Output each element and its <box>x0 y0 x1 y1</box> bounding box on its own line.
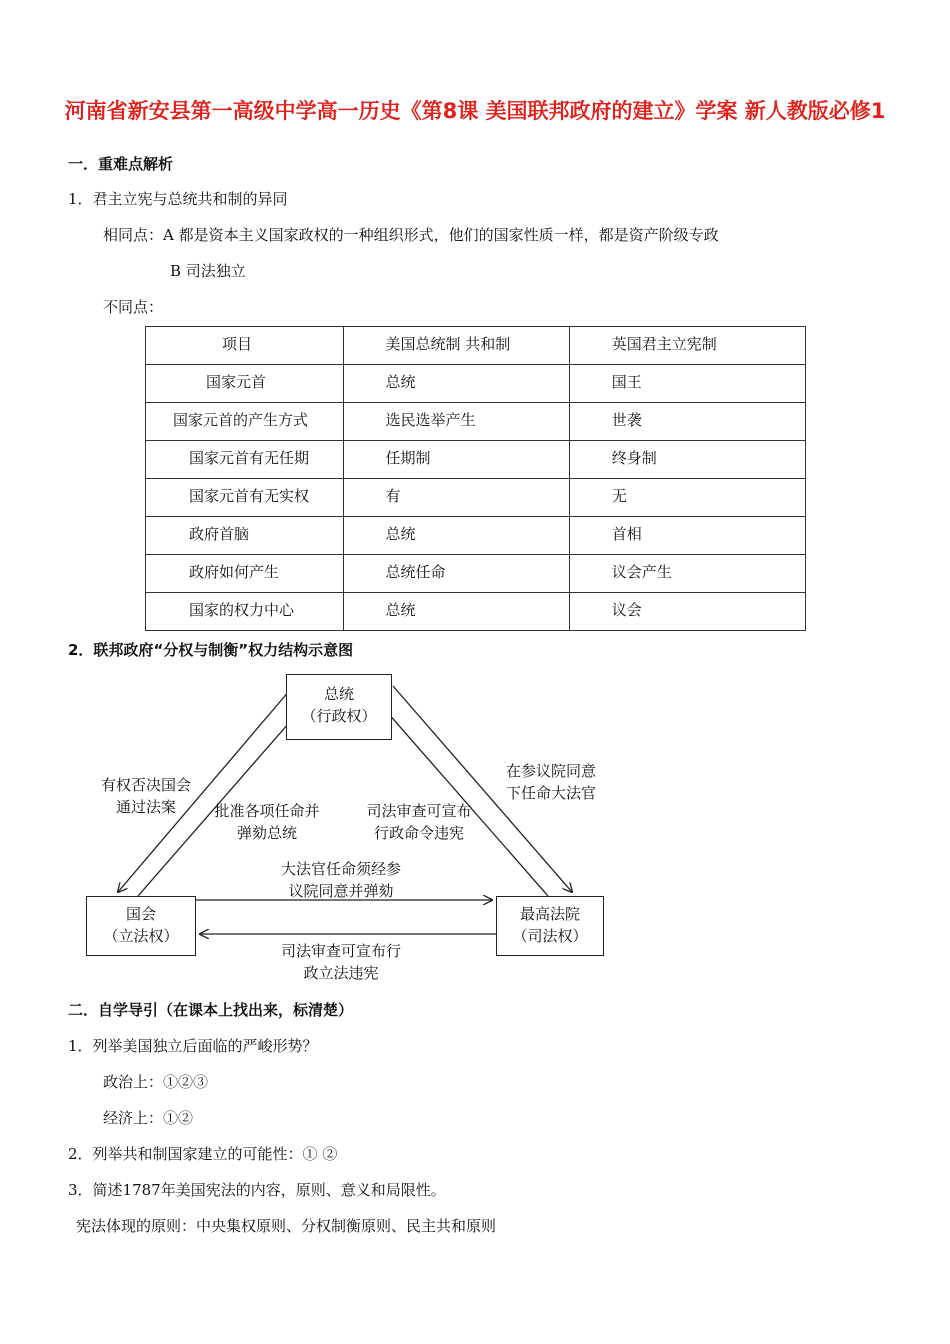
label-justice: 大法官任命须经参 议院同意并弹劾 <box>280 860 401 900</box>
label-review-leg: 司法审查可宣布行 政立法违宪 <box>280 942 401 982</box>
table-row <box>146 593 806 631</box>
table-cell: 无 <box>611 487 627 505</box>
president-box <box>286 674 392 740</box>
table-row <box>146 403 806 441</box>
page-title: 河南省新安县第一高级中学高一历史《第8课 美国联邦政府的建立》学案 新人教版必修1 <box>64 99 886 123</box>
table-cell: 总统 <box>385 525 416 543</box>
president-power: （行政权） <box>301 707 377 725</box>
court-power: （司法权） <box>512 927 588 945</box>
section1-heading: 一．重难点解析 <box>68 155 174 173</box>
table-cell: 国家元首有无实权 <box>189 487 310 505</box>
question1-politics: 政治上：①②③ <box>103 1073 209 1091</box>
table-cell: 议会产生 <box>611 563 672 581</box>
table-row <box>146 479 806 517</box>
table-cell: 选民选举产生 <box>385 411 476 429</box>
table-cell: 总统 <box>385 601 416 619</box>
table-header-cell: 项目 <box>222 335 253 353</box>
diff-label: 不同点： <box>103 298 164 316</box>
item2-heading: 2．联邦政府“分权与制衡”权力结构示意图 <box>68 641 354 659</box>
power-structure-diagram <box>80 668 620 982</box>
table-cell: 国王 <box>611 373 642 391</box>
principles-text: 宪法体现的原则：中央集权原则、分权制衡原则、民主共和原则 <box>76 1217 497 1235</box>
table-cell: 政府如何产生 <box>189 563 280 581</box>
table-cell: 国家的权力中心 <box>189 601 295 619</box>
table-cell: 有 <box>385 487 401 505</box>
president-title: 总统 <box>323 685 354 703</box>
court-box <box>496 896 604 956</box>
same-point-b: B 司法独立 <box>170 262 246 280</box>
label-approve: 批准各项任命并 弹劾总统 <box>214 802 320 842</box>
table-cell: 总统任命 <box>385 563 446 581</box>
table-row <box>146 555 806 593</box>
section2-heading: 二．自学导引（在课本上找出来，标清楚） <box>68 1001 354 1019</box>
court-title: 最高法院 <box>519 905 580 923</box>
question3: 3．简述1787年美国宪法的内容，原则、意义和局限性。 <box>68 1181 446 1199</box>
label-appoint: 在参议院同意 下任命大法官 <box>505 762 596 802</box>
label-review-exec: 司法审查可宣布 行政命令违宪 <box>366 802 472 842</box>
table-cell: 政府首脑 <box>189 525 250 543</box>
congress-title: 国会 <box>125 905 156 923</box>
congress-power: （立法权） <box>103 927 179 945</box>
table-header-row <box>146 327 806 365</box>
table-cell: 国家元首的产生方式 <box>173 411 309 429</box>
comparison-table <box>145 326 806 631</box>
table-cell: 国家元首 <box>206 373 267 391</box>
congress-box <box>86 896 196 956</box>
label-veto: 有权否决国会 通过法案 <box>100 776 191 816</box>
table-cell: 任期制 <box>385 449 431 467</box>
table-header-cell: 美国总统制 共和制 <box>385 335 511 353</box>
table-cell: 总统 <box>385 373 416 391</box>
table-cell: 首相 <box>611 525 642 543</box>
table-cell: 终身制 <box>611 449 657 467</box>
item1-text: 1．君主立宪与总统共和制的异同 <box>68 190 288 208</box>
table-row <box>146 441 806 479</box>
table-cell: 国家元首有无任期 <box>189 449 310 467</box>
table-cell: 世袭 <box>611 411 642 429</box>
table-row <box>146 517 806 555</box>
question1: 1．列举美国独立后面临的严峻形势？ <box>68 1037 318 1055</box>
table-header-cell: 英国君主立宪制 <box>611 335 717 353</box>
same-point-a: 相同点：A 都是资本主义国家政权的一种组织形式，他们的国家性质一样，都是资产阶级专政 <box>103 226 719 244</box>
question1-economy: 经济上：①② <box>103 1109 194 1127</box>
table-row <box>146 365 806 403</box>
table-cell: 议会 <box>611 601 642 619</box>
question2: 2．列举共和制国家建立的可能性：① ② <box>68 1145 338 1163</box>
